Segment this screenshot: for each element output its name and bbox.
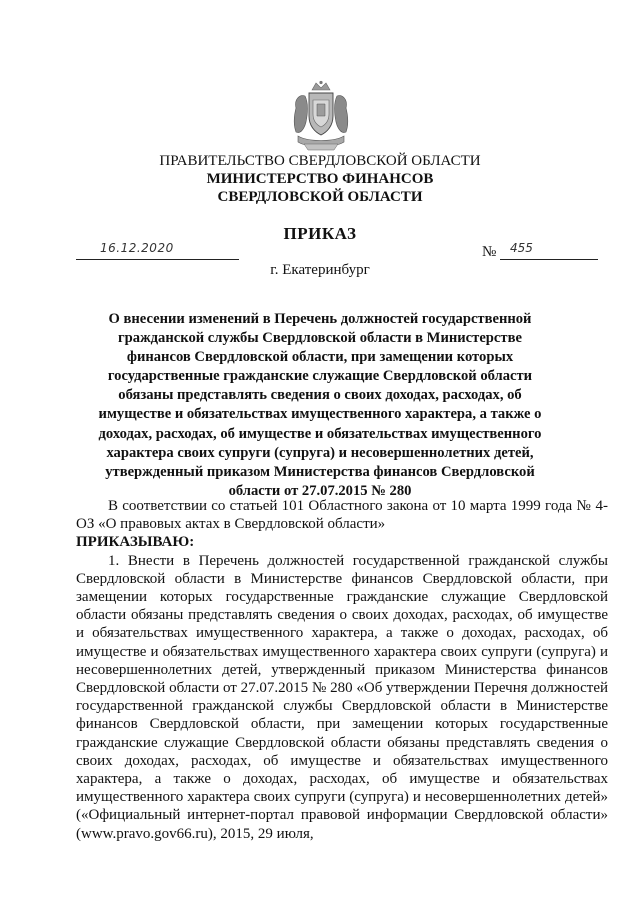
- date-field: [76, 241, 239, 260]
- coat-of-arms-icon: [290, 80, 352, 152]
- item-1: 1. Внести в Перечень должностей государственной гражданской службы Свердловской области в Министерстве финансов Свердловской области, при замещении которых государственные гражданские служащие Свердловской области обязаны представлять сведения о своих доходах, расходах, об имуществе и обязательствах имущественного характера, а также о доходах, расходах, об имуществе и обязательствах имущественного характера своих супруги (супруга) и несовершеннолетних детей, утвержденный приказом Министерства финансов Свердловской области от 27.07.2015 № 280 «Об утверждении Перечня должностей государственной гражданской службы Свердловской области в Министерстве финансов Свердловской области, при замещении которых государственные гражданские служащие Свердловской области обязаны представлять сведения о своих доходах, расходах, об имуществе и обязательствах имущественного характера, а также о доходах, расходах, об имуществе и обязательствах имущественного характера своих супруги (супруга) и несовершеннолетних детей» («Официальный интернет-портал правовой информации Свердловской области» (www.pravo.gov66.ru), 2015, 29 июля,: [76, 552, 608, 842]
- preamble: В соответствии со статьей 101 Областного закона от 10 марта 1999 года № 4-ОЗ «О правовых актах в Свердловской области»: [76, 498, 608, 533]
- number-value: 455: [510, 241, 533, 255]
- date-value: 16.12.2020: [100, 241, 174, 255]
- document-title: О внесении изменений в Перечень должностей государственной гражданской службы Свердловской области в Министерстве финансов Свердловской области, при замещении которых государственные гражданские служащие Свердловской области обязаны представлять сведения о своих доходах, расходах, об имуществе и обязательствах имущественного характера, а также о доходах, расходах, об имуществе и обязательствах имущественного характера своих супруги (супруга) и несовершеннолетних детей, утвержденный приказом Министерства финансов Свердловской области от 27.07.2015 № 280: [98, 311, 542, 499]
- header-region: СВЕРДЛОВСКОЙ ОБЛАСТИ: [217, 189, 423, 205]
- number-sign: №: [482, 244, 497, 260]
- document-body: [76, 497, 608, 843]
- document-type: ПРИКАЗ: [283, 224, 357, 243]
- header-government: ПРАВИТЕЛЬСТВО СВЕРДЛОВСКОЙ ОБЛАСТИ: [159, 153, 481, 169]
- header-ministry: МИНИСТЕРСТВО ФИНАНСОВ: [206, 171, 434, 187]
- order-word: ПРИКАЗЫВАЮ:: [76, 534, 195, 551]
- number-field: [500, 241, 598, 260]
- city: г. Екатеринбург: [270, 262, 370, 278]
